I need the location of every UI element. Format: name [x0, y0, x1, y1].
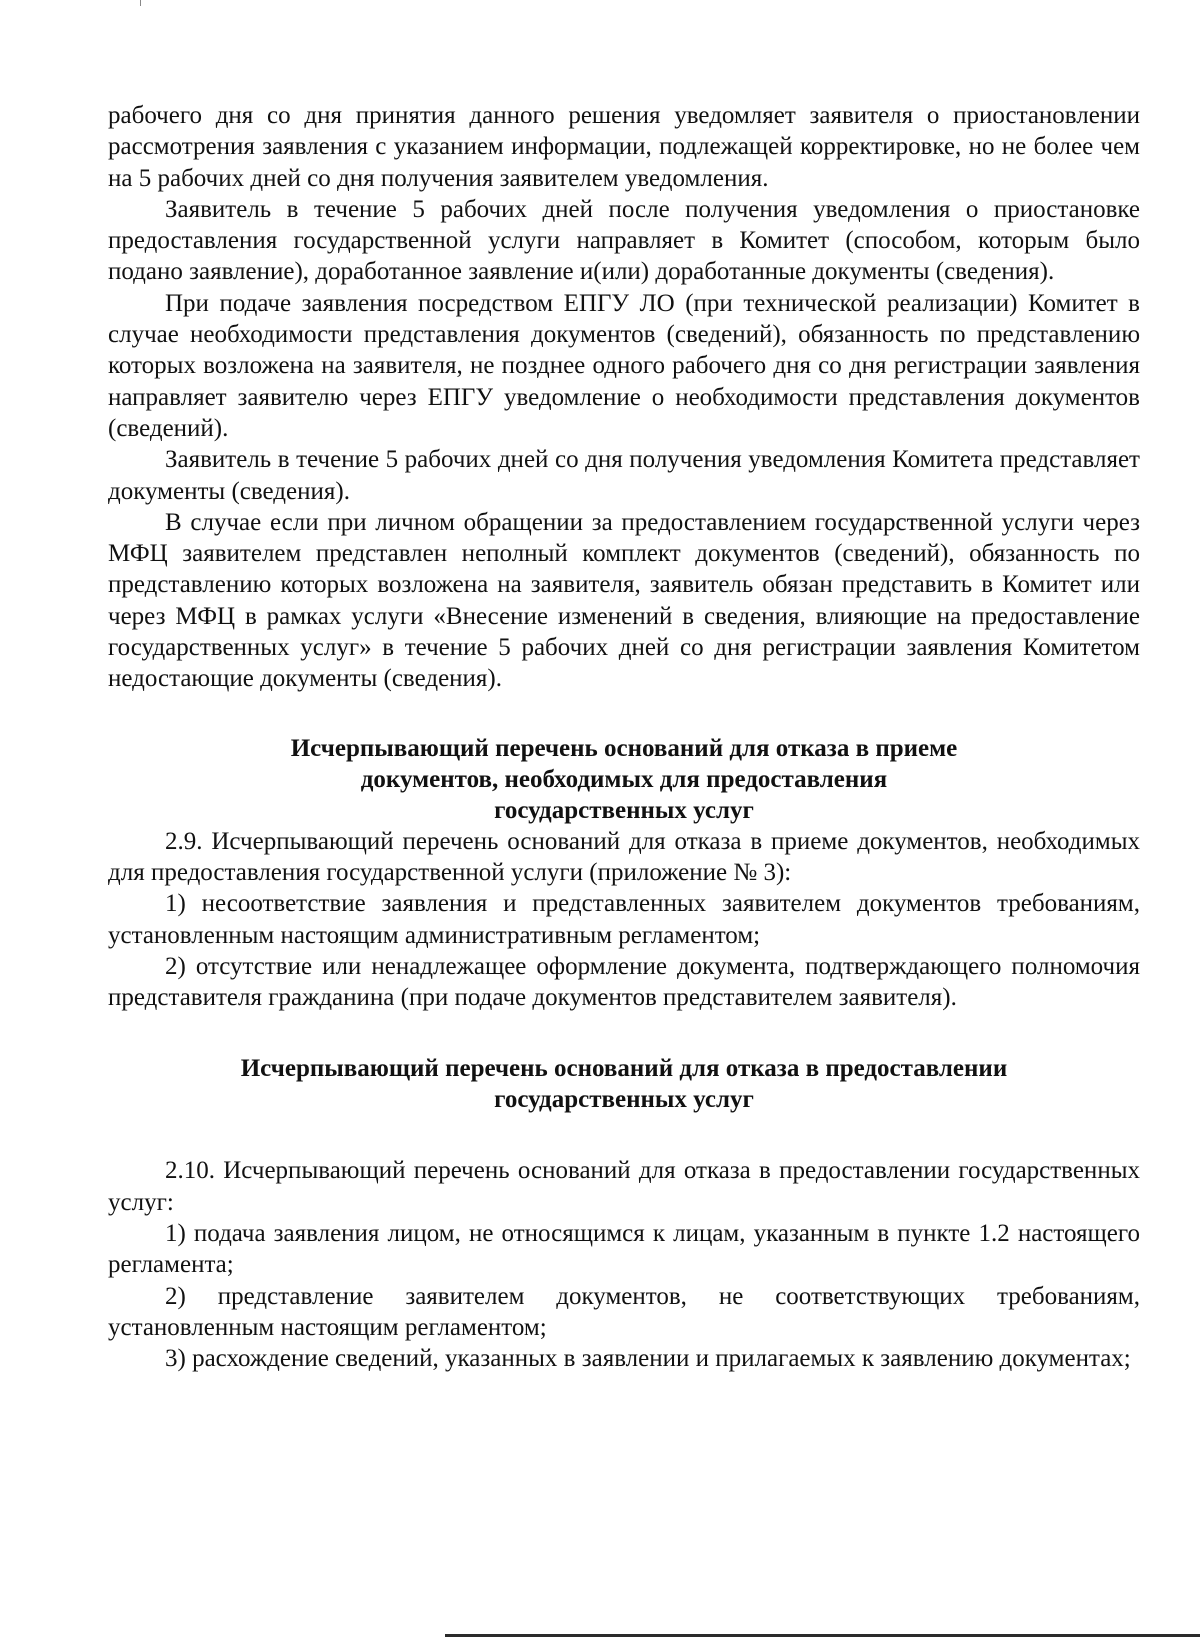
heading-line: Исчерпывающий перечень оснований для отказа в предоставлении — [240, 1055, 1008, 1083]
paragraph-epgu-notification: При подаче заявления посредством ЕПГУ ЛО (при технической реализации) Комитет в случае необходимости представления документов (сведений), обязанность по представлению которых возложена на заявителя, не позднее одного рабочего дня со дня регистрации заявления направляет заявителю через ЕПГУ уведомление о необходимости представления документов (сведений). — [108, 289, 1140, 442]
clause-2-9-item-1: 1) несоответствие заявления и представленных заявителем документов требованиям, установленным настоящим административным регламентом; — [108, 890, 1140, 949]
clause-2-10-intro: 2.10. Исчерпывающий перечень оснований для отказа в предоставлении государственных услуг: — [108, 1157, 1140, 1216]
scan-artifact — [140, 0, 141, 6]
clause-2-9-intro: 2.9. Исчерпывающий перечень оснований для отказа в приеме документов, необходимых для предоставления государственной услуги (приложение № 3): — [108, 827, 1140, 886]
heading-line: Исчерпывающий перечень оснований для отказа в приеме — [290, 734, 958, 762]
clause-2-10-item-2: 2) представление заявителем документов, не соответствующих требованиям, установленным настоящим регламентом; — [108, 1282, 1140, 1341]
paragraph-applicant-resubmission: Заявитель в течение 5 рабочих дней после получения уведомления о приостановке предоставления государственной услуги направляет в Комитет (способом, которым было подано заявление), доработанное заявление и(или) доработанные документы (сведения). — [108, 195, 1140, 286]
document-body — [108, 100, 1140, 1375]
scan-edge-line — [445, 1634, 1200, 1637]
clause-2-9-item-2: 2) отсутствие или ненадлежащее оформление документа, подтверждающего полномочия представителя гражданина (при подаче документов представителем заявителя). — [108, 952, 1140, 1012]
heading-line: государственных услуг — [494, 1086, 754, 1114]
section-heading-refusal-acceptance — [108, 733, 1140, 826]
paragraph-applicant-documents: Заявитель в течение 5 рабочих дней со дня получения уведомления Комитета представляет документы (сведения). — [108, 446, 1140, 505]
clause-2-10-item-1: 1) подача заявления лицом, не относящимся к лицам, указанным в пункте 1.2 настоящего регламента; — [108, 1220, 1140, 1279]
heading-line: документов, необходимых для предоставления — [360, 765, 888, 793]
section-heading-refusal-provision — [108, 1053, 1140, 1115]
clause-2-10-item-3: 3) расхождение сведений, указанных в заявлении и прилагаемых к заявлению документах; — [165, 1345, 1131, 1373]
paragraph-continuation: рабочего дня со дня принятия данного решения уведомляет заявителя о приостановлении рассмотрения заявления с указанием информации, подлежащей корректировке, но не более чем на 5 рабочих дней со дня получения заявителем уведомления. — [108, 102, 1140, 192]
heading-line: государственных услуг — [494, 796, 754, 824]
paragraph-mfc-incomplete: В случае если при личном обращении за предоставлением государственной услуги через МФЦ заявителем представлен неполный комплект документов (сведений), обязанность по представлению которых возложена на заявителя, заявитель обязан представить в Комитет или через МФЦ в рамках услуги «Внесение изменений в сведения, влияющие на предоставление государственных услуг» в течение 5 рабочих дней со дня регистрации заявления Комитетом недостающие документы (сведения). — [108, 508, 1140, 693]
